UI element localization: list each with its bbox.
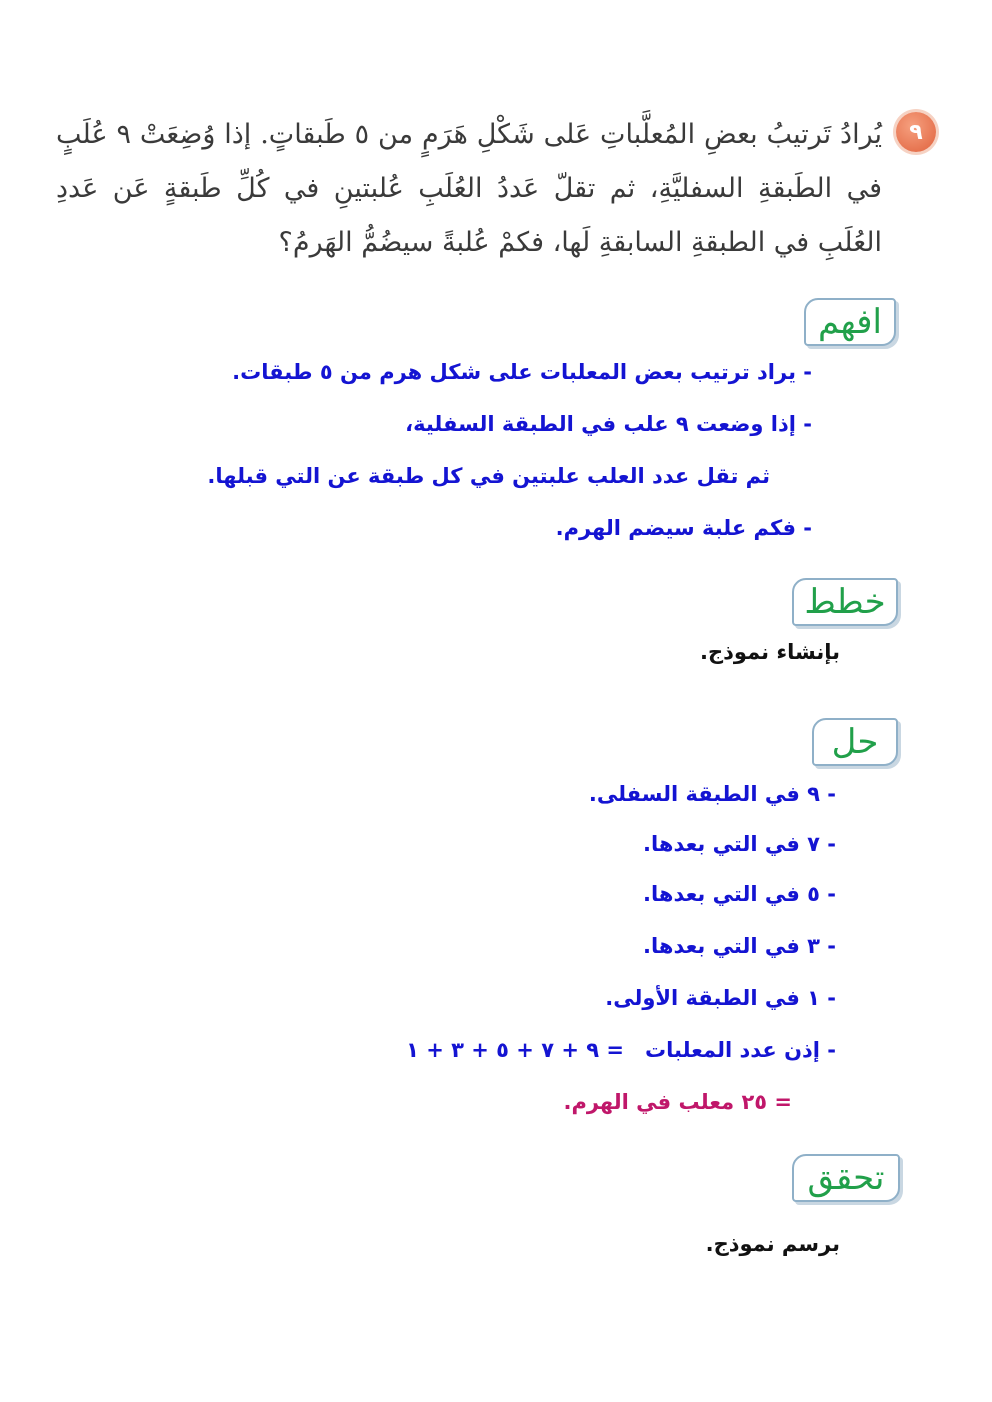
understand-line-3: ثم تقل عدد العلب علبتين في كل طبقة عن التي قبلها. (207, 464, 770, 488)
problem-text: يُرادُ تَرتيبُ بعضِ المُعلَّباتِ عَلى شَكْلِ هَرَمٍ من ٥ طَبقاتٍ. إذا وُضِعَتْ ٩ عُلَبٍ في الطَبقةِ السفليَّةِ، ثم تقلّ عَددُ العُلَبِ عُلبتينِ في كُلِّ طَبقةٍ عَن عَددِ العُلَبِ في الطبقةِ السابقةِ لَها، فكمْ عُلبةً سيضُمُّ الهَرمُ؟ (56, 119, 882, 258)
solve-title: حل (831, 722, 879, 762)
solve-line-3: - ٥ في التي بعدها. (643, 882, 836, 906)
understand-title: افهم (818, 302, 882, 342)
plan-text: بإنشاء نموذج. (700, 640, 840, 664)
understand-line-2: - إذا وضعت ٩ علب في الطبقة السفلية، (405, 412, 812, 436)
understand-header (804, 298, 896, 346)
solve-sum-label: - إذن عدد المعلبات (645, 1038, 836, 1062)
solve-line-5: - ١ في الطبقة الأولى. (605, 986, 836, 1010)
solve-sum-expression: = ٩ + ٧ + ٥ + ٣ + ١ (406, 1038, 624, 1062)
check-title: تحقق (807, 1158, 885, 1198)
solve-line-1: - ٩ في الطبقة السفلى. (588, 782, 836, 806)
solve-header (812, 718, 898, 766)
understand-line-1: - يراد ترتيب بعض المعلبات على شكل هرم من ٥ طبقات. (232, 360, 812, 384)
understand-line-4: - فكم علبة سيضم الهرم. (555, 516, 812, 540)
solve-line-4: - ٣ في التي بعدها. (643, 934, 836, 958)
problem-number-badge: ٩ (896, 112, 936, 152)
check-header (792, 1154, 900, 1202)
plan-title: خطط (804, 582, 886, 622)
check-text: برسم نموذج. (705, 1232, 840, 1256)
solve-line-2: - ٧ في التي بعدها. (643, 832, 836, 856)
solve-result: = ٢٥ معلب في الهرم. (563, 1090, 792, 1114)
plan-header (792, 578, 898, 626)
